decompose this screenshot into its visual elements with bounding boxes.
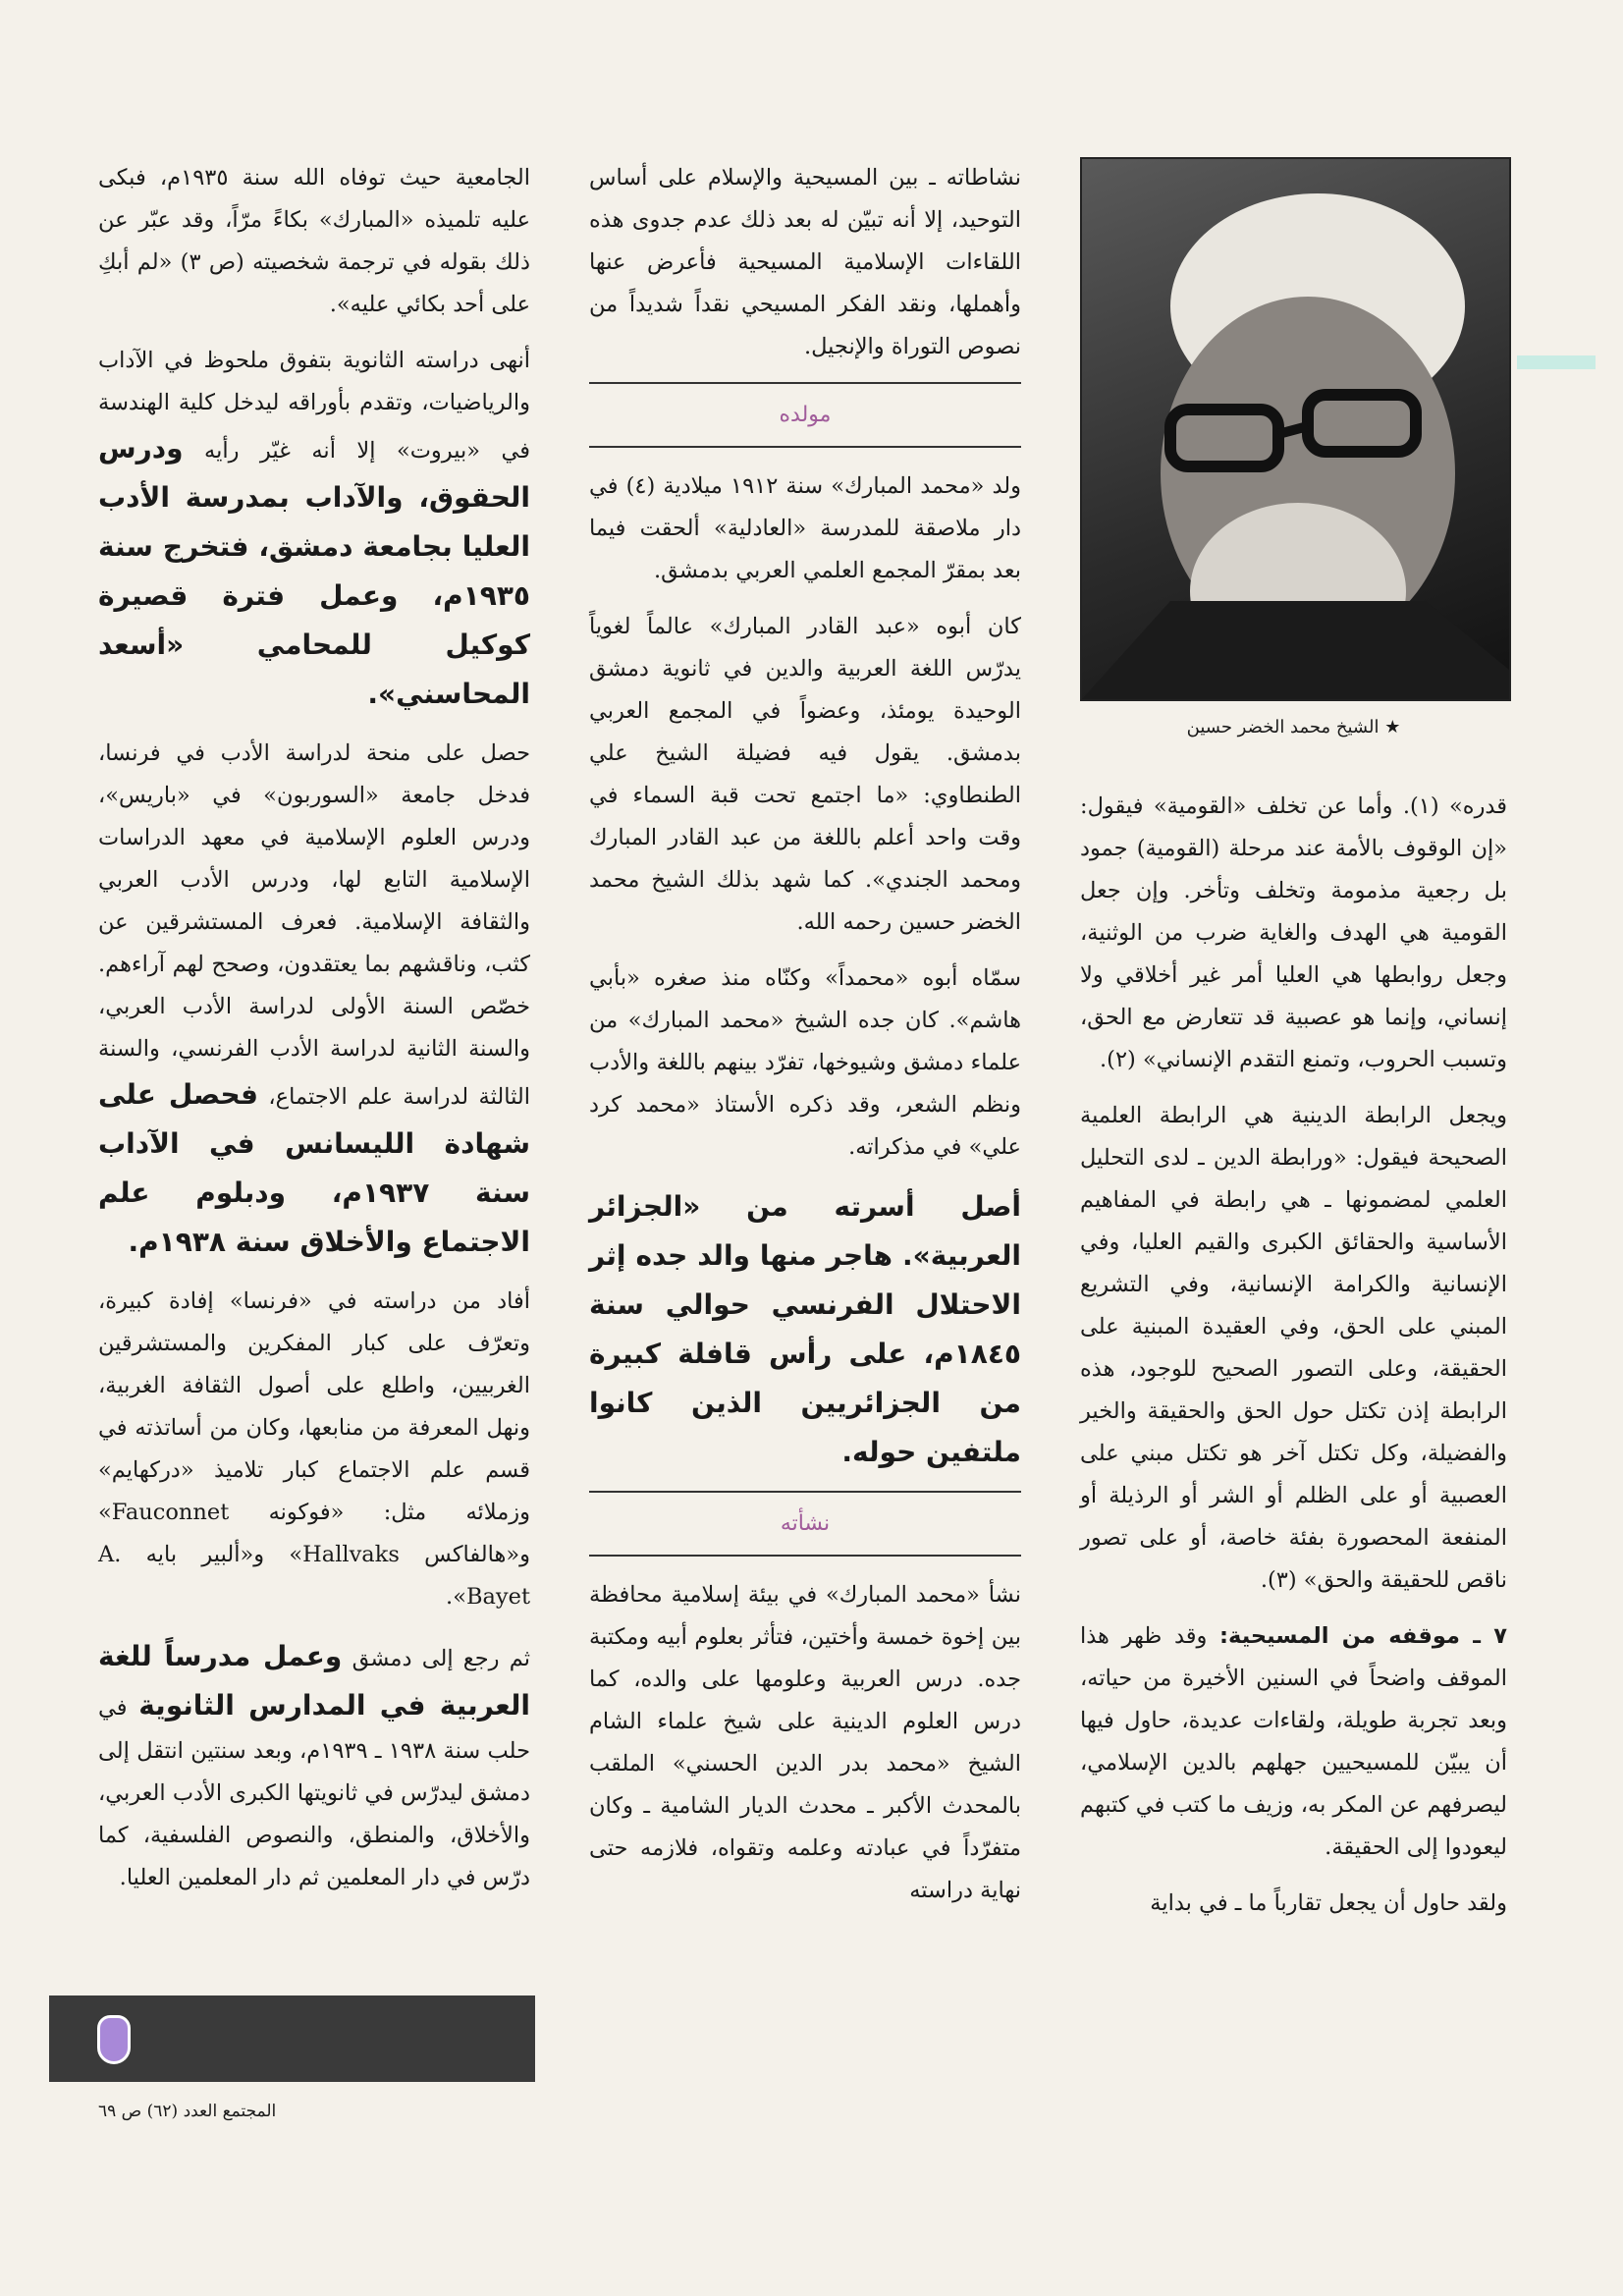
paragraph: قدره» (١). وأما عن تخلف «القومية» فيقول: «إن الوقوف بالأمة عند مرحلة (القومية) جمود بل رجعية مذمومة وتخلف وتأخر. وإن جعل القومية هي الهدف والغاية ضرب من الوثنية، وجعل روابطها هي العليا أمر غير أخلاقي ولا إنساني، وإنما هو عصبية قد تتعارض مع الحق، وتسبب الحروب، وتمنع التقدم الإنساني» (٢). — [1080, 793, 1507, 1072]
paragraph-text: ثم رجع إلى دمشق — [352, 1646, 530, 1671]
paragraph-text: حصل على منحة لدراسة الأدب في فرنسا، فدخل جامعة «السوربون» في «باريس»، ودرس العلوم الإسلامية في معهد الدراسات الإسلامية التابع لها، ودرس الأدب العربي والثقافة الإسلامية. فعرف المستشرقين عن كثب، وناقشهم بما يعتقدون، وصحح لهم آراءهم. خصّص السنة الأولى لدراسة الأدب العربي، والسنة الثانية لدراسة الأدب الفرنسي، والسنة الثالثة لدراسة علم الاجتماع، — [98, 740, 531, 1110]
paragraph-text: في حلب سنة ١٩٣٨ ـ ١٩٣٩م، وبعد سنتين انتقل إلى دمشق ليدرّس في ثانويتها الكبرى الأدب العربي، والأخلاق، والمنطق، والنصوص الفلسفية، كما درّس في دار المعلمين ثم دار المعلمين العليا. — [98, 1695, 530, 1890]
paragraph-text: وقد ظهر هذا الموقف واضحاً في السنين الأخيرة من حياته، وبعد تجربة طويلة، ولقاءات عديدة، حاول فيها أن يبيّن للمسيحيين جهلهم بالدين الإسلامي، ليصرفهم عن المكر به، وزيف ما كتب في كتبهم ليعودوا إلى الحقيقة. — [1080, 1623, 1507, 1860]
paragraph: ولقد حاول أن يجعل تقارباً ما ـ في بداية — [1150, 1890, 1507, 1916]
paragraph — [98, 733, 530, 1267]
highlight-paragraph: أصل أسرته من «الجزائر العربية». هاجر منها والد جده إثر الاحتلال الفرنسي حوالي سنة ١٨٤٥م، على رأس قافلة كبيرة من الجزائريين الذين كانوا ملتفين حوله. — [589, 1190, 1021, 1468]
section-heading-birth: مولده — [589, 382, 1021, 448]
teal-accent-bar — [1517, 355, 1596, 369]
paragraph — [98, 1632, 530, 1899]
section-heading-upbringing: نشأته — [589, 1491, 1021, 1557]
photo-caption: ★ الشيخ محمد الخضر حسين — [1186, 717, 1401, 738]
paragraph — [1080, 1615, 1507, 1869]
page-marker-icon — [97, 2015, 131, 2064]
paragraph: سمّاه أبوه «محمداً» وكنّاه منذ صغره «بأبي هاشم». كان جده الشيخ «محمد المبارك» من علماء دمشق وشيوخها، تفرّد بينهم باللغة والأدب ونظم الشعر، وقد ذكره الأستاذ «محمد كرد علي» في مذكراته. — [589, 965, 1021, 1160]
column-right — [1080, 786, 1507, 1939]
section-number-heading: ٧ ـ موقفه من المسيحية: — [1219, 1623, 1507, 1649]
page-footer: المجتمع العدد (٦٢) ص ٦٩ — [98, 2102, 277, 2121]
paragraph: أفاد من دراسته في «فرنسا» إفادة كبيرة، وتعرّف على كبار المفكرين والمستشرقين الغربيين، واطلع على أصول الثقافة الغربية، ونهل المعرفة من منابعها، وكان من أساتذته في قسم علم الاجتماع كبار تلاميذ «دركهايم» وزملائه مثل: «فوكونه Fauconnet» و«هالفاكس Hallvaks» و«ألبير بايه A. Bayet». — [98, 1288, 530, 1610]
highlight-text: فحصل على شهادة الليسانس في الآداب سنة ١٩٣٧م، ودبلوم علم الاجتماع والأخلاق سنة ١٩٣٨م. — [98, 1078, 530, 1258]
paragraph: ولد «محمد المبارك» سنة ١٩١٢ ميلادية (٤) في دار ملاصقة للمدرسة «العادلية» ألحقت فيما بعد بمقرّ المجمع العلمي العربي بدمشق. — [589, 473, 1021, 583]
portrait-illustration — [1082, 159, 1509, 699]
paragraph: كان أبوه «عبد القادر المبارك» عالماً لغوياً يدرّس اللغة العربية والدين في ثانوية دمشق الوحيدة يومئذ، وعضواً في المجمع العربي بدمشق. يقول فيه فضيلة الشيخ علي الطنطاوي: «ما اجتمع تحت قبة السماء في وقت واحد أعلم باللغة من عبد القادر المبارك ومحمد الجندي». كما شهد بذلك الشيخ محمد الخضر حسين رحمه الله. — [589, 614, 1021, 935]
column-middle — [589, 157, 1021, 1926]
paragraph: ويجعل الرابطة الدينية هي الرابطة العلمية الصحيحة فيقول: «ورابطة الدين ـ لدى التحليل العلمي لمضمونها ـ هي رابطة في المفاهيم الأساسية والحقائق الكبرى والقيم العليا، وفي الإنسانية والكرامة الإنسانية، وفي التشريع المبني على الحق، وفي العقيدة المبنية على الحقيقة، وعلى التصور الصحيح للوجود، هذه الرابطة إذن تكتل حول الحق والحقيقة والخير والفضيلة، وكل تكتل آخر هو تكتل مبني على العصبية أو على الظلم أو الشر أو الرذيلة أو المنفعة المحصورة بفئة خاصة، أو على تصور ناقص للحقيقة والحق» (٣). — [1080, 1103, 1507, 1593]
paragraph: الجامعية حيث توفاه الله سنة ١٩٣٥م، فبكى عليه تلميذه «المبارك» بكاءً مرّاً، وقد عبّر عن ذلك بقوله في ترجمة شخصيته (ص ٣) «لم أبكِ على أحد بكائي عليه». — [98, 165, 531, 317]
paragraph-text: أنهى دراسته الثانوية بتفوق ملحوظ في الآداب والرياضيات، وتقدم بأوراقه ليدخل كلية الهندسة في «بيروت» إلا أنه غيّر رأيه — [98, 348, 531, 464]
paragraph: نشاطاته ـ بين المسيحية والإسلام على أساس التوحيد، إلا أنه تبيّن له بعد ذلك عدم جدوى هذه اللقاءات الإسلامية المسيحية فأعرض عنها وأهملها، ونقد الفكر المسيحي نقداً شديداً من نصوص التوراة والإنجيل. — [589, 165, 1021, 359]
paragraph: نشأ «محمد المبارك» في بيئة إسلامية محافظة بين إخوة خمسة وأختين، فتأثر بعلوم أبيه ومكتبة جده. درس العربية وعلومها على والده، كما درس العلوم الدينية على شيخ علماء الشام الشيخ «محمد بدر الدين الحسني» الملقب بالمحدث الأكبر ـ محدث الديار الشامية ـ وكان متفرّداً في عبادته وعلمه وتقواه، فلازمه حتى نهاية دراسته — [589, 1582, 1021, 1903]
highlight-text: وعمل مدرساً للغة العربية في المدارس الثانوية — [98, 1640, 530, 1722]
paragraph — [98, 340, 530, 719]
column-left — [98, 157, 530, 1913]
portrait-photo — [1080, 157, 1511, 701]
highlight-text: ودرس الحقوق، والآداب بمدرسة الأدب العليا بجامعة دمشق، فتخرج سنة ١٩٣٥م، وعمل فترة قصيرة كوكيل للمحامي «أسعد المحاسني». — [98, 432, 530, 710]
